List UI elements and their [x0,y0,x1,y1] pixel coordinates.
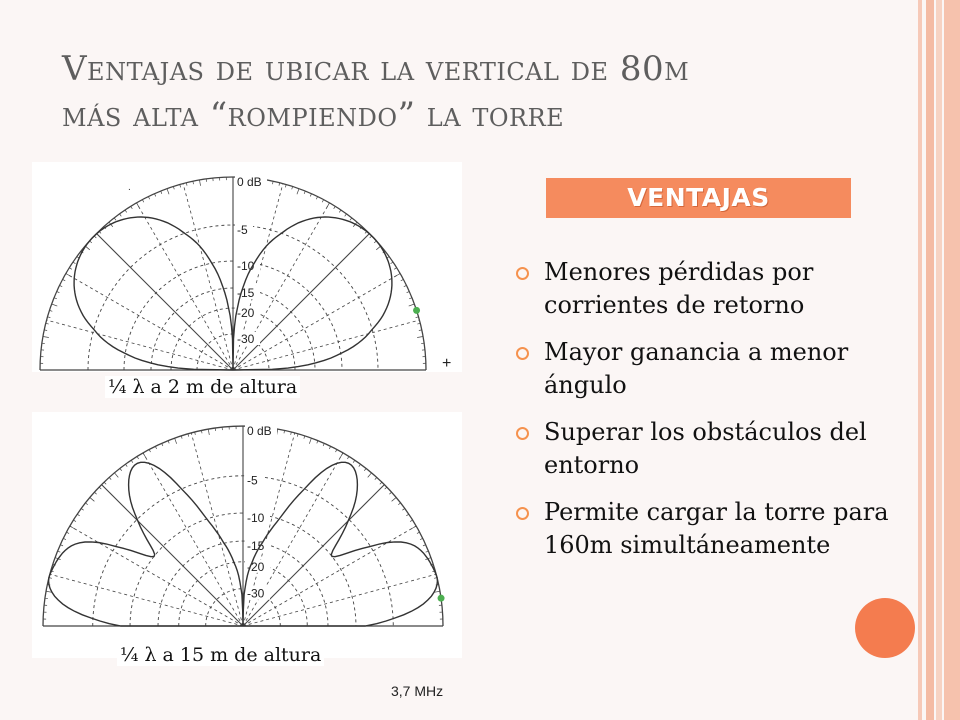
ring-label: 0 dB [247,424,272,438]
list-item [516,336,906,402]
caption-bottom: ¼ λ a 15 m de altura [117,644,324,666]
list-item-text: Mayor ganancia a menor ángulo [544,338,849,399]
bullet-circle-icon [516,427,529,440]
ventajas-badge: VENTAJAS [546,178,851,218]
bullet-circle-icon [516,267,529,280]
frequency-label: 3,7 MHz [391,683,444,699]
plot-bg-bottom [32,412,462,658]
ring-label: -30 [237,332,255,346]
ring-label: -30 [247,586,265,601]
ring-label: -15 [247,539,265,554]
caption-top: ¼ λ a 2 m de altura [105,376,300,398]
ring-label: 0 dB [237,175,262,189]
bullet-circle-icon [516,347,529,360]
list-item-text: Superar los obstáculos del entorno [544,418,867,479]
ring-label: -20 [247,559,265,574]
list-item [516,496,906,562]
ring-label: -10 [237,259,255,273]
list-item-text: Menores pérdidas por corrientes de retorno [544,258,814,319]
ring-label: -5 [237,223,248,237]
list-item [516,416,906,482]
advantages-list [516,256,906,576]
ring-label: -20 [237,306,255,320]
ring-label: -5 [247,473,258,488]
orange-circle-decoration [855,598,915,658]
ring-label: -15 [237,286,255,300]
elevation-marker [413,307,420,314]
ring-label: -10 [247,511,265,526]
elevation-marker [438,595,445,602]
stray-dot: . [128,182,131,193]
bullet-circle-icon [516,507,529,520]
plus-marker: + [442,355,452,372]
title-line-1: Ventajas de ubicar la vertical de 80m [62,49,690,89]
list-item [516,256,906,322]
list-item-text: Permite cargar la torre para 160m simultáneamente [544,498,889,559]
title-line-2: más alta “rompiendo” la torre [62,95,565,135]
